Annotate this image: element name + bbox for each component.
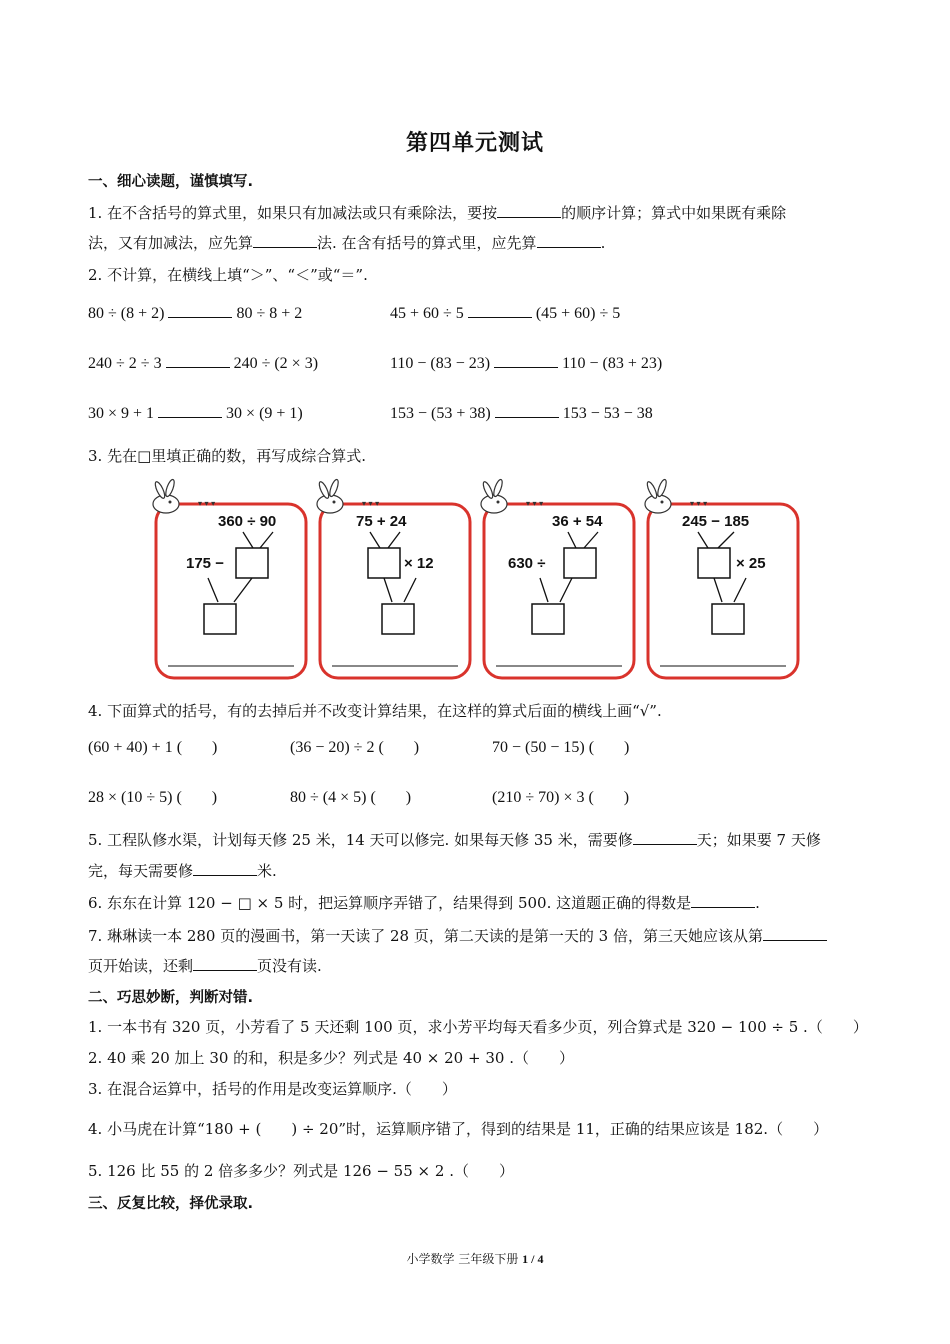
panel-1: [153, 479, 306, 678]
page-number: 1 / 4: [522, 1252, 544, 1266]
rabbit-icon: [645, 479, 671, 513]
bracket-item-3: [492, 739, 629, 757]
rabbit-icon: [153, 479, 179, 513]
answer-blank[interactable]: [537, 234, 601, 248]
answer-paren-open: (: [588, 789, 594, 806]
q1-text-b: 的顺序计算；算式中如果既有乘除: [561, 204, 787, 222]
answer-blank[interactable]: [193, 957, 257, 971]
panel-1-side-expr: 175 −: [186, 555, 224, 572]
compare-left: 80 ÷ (8 + 2): [88, 305, 165, 322]
answer-box[interactable]: [204, 604, 236, 634]
question-4-prompt: 4. 下面算式的括号，有的去掉后并不改变计算结果，在这样的算式后面的横线上画“√”.: [88, 702, 662, 720]
q5-text-a: 5. 工程队修水渠，计划每天修 25 米，14 天可以修完. 如果每天修 35 米，需要修: [88, 831, 633, 849]
answer-paren-close: ): [405, 789, 412, 806]
answer-box[interactable]: [368, 548, 400, 578]
panel-border: [648, 504, 798, 678]
answer-paren-close: ): [211, 789, 218, 806]
section-1-heading: 一、细心读题，谨慎填写.: [88, 174, 254, 190]
q5-text-c: 完，每天需要修: [88, 862, 194, 880]
answer-blank[interactable]: [193, 862, 257, 876]
panel-border: [320, 504, 470, 678]
answer-paren-close: ): [623, 789, 630, 806]
compare-item-2: [390, 304, 620, 323]
compare-right: 110 − (83 + 23): [562, 355, 663, 372]
panel-border: [156, 504, 306, 678]
q7-text-b: 页开始读，还剩: [88, 957, 194, 975]
answer-paren-open: (: [176, 739, 183, 756]
compare-left: 30 × 9 + 1: [88, 405, 155, 422]
panel-3-top-expr: 36 + 54: [552, 513, 603, 530]
rabbit-icon: [481, 479, 507, 513]
bracket-item-2: [290, 739, 419, 757]
question-5-line-2: [88, 860, 878, 882]
answer-paren-open: (: [176, 789, 182, 806]
bracket-item-6: [492, 789, 629, 807]
compare-blank[interactable]: [166, 354, 230, 368]
question-5-line-1: [88, 829, 878, 851]
bracket-expr: 70 − (50 − 15): [492, 739, 585, 756]
answer-paren-open: (: [378, 739, 384, 756]
answer-box[interactable]: [698, 548, 730, 578]
compare-item-1: [88, 304, 302, 323]
panel-2-side-expr: × 12: [404, 555, 434, 572]
question-7-line-1: [88, 925, 878, 947]
q5-text-b: 天；如果要 7 天修: [696, 831, 821, 849]
panel-3-side-expr: 630 ÷: [508, 555, 546, 572]
compare-right: (45 + 60) ÷ 5: [535, 305, 621, 322]
answer-paren-open: (: [588, 739, 595, 756]
question-3-prompt: 3. 先在□里填正确的数，再写成综合算式.: [88, 447, 367, 465]
compare-blank[interactable]: [495, 404, 559, 418]
judge-item-2: 2. 40 乘 20 加上 30 的和，积是多少？列式是 40 × 20 + 30 .（ ）: [88, 1049, 574, 1067]
panel-4-top-expr: 245 − 185: [682, 513, 750, 530]
answer-box[interactable]: [236, 548, 268, 578]
q1-text-c: 法，又有加减法，应先算: [88, 234, 254, 252]
compare-left: 153 − (53 + 38): [390, 405, 491, 422]
question-7-line-2: [88, 955, 878, 977]
answer-blank[interactable]: [691, 894, 755, 908]
section-2-heading: 二、巧思妙断，判断对错.: [88, 990, 254, 1006]
panel-2: [317, 479, 470, 678]
q6-text-b: .: [755, 894, 760, 912]
q5-text-d: 米.: [257, 862, 277, 880]
judge-item-3: 3. 在混合运算中，括号的作用是改变运算顺序.（ ）: [88, 1080, 457, 1098]
answer-paren-open: (: [370, 789, 376, 806]
bracket-expr: 28 × (10 ÷ 5): [88, 789, 173, 806]
question-1-line-2: [88, 232, 878, 254]
compare-item-4: [390, 354, 662, 373]
answer-paren-close: ): [624, 739, 630, 756]
compare-blank[interactable]: [168, 304, 232, 318]
panel-border: [484, 504, 634, 678]
answer-blank[interactable]: [497, 204, 561, 218]
compare-item-6: [390, 404, 653, 423]
compare-right: 30 × (9 + 1): [226, 405, 303, 422]
q6-text-a: 6. 东东在计算 120 − □ × 5 时，把运算顺序弄错了，结果得到 500. 这道题正确的得数是: [88, 894, 692, 912]
footer-text: 小学数学 三年级下册: [406, 1252, 519, 1266]
answer-box[interactable]: [382, 604, 414, 634]
bracket-expr: (36 − 20) ÷ 2: [290, 739, 375, 756]
bracket-item-1: [88, 739, 217, 757]
compare-left: 45 + 60 ÷ 5: [390, 305, 464, 322]
bracket-item-4: [88, 789, 217, 807]
answer-paren-close: ): [212, 739, 218, 756]
compare-left: 240 ÷ 2 ÷ 3: [88, 355, 162, 372]
answer-box[interactable]: [564, 548, 596, 578]
compare-item-3: [88, 354, 318, 373]
answer-blank[interactable]: [253, 234, 317, 248]
compare-left: 110 − (83 − 23): [390, 355, 491, 372]
q1-text-a: 1. 在不含括号的算式里，如果只有加减法或只有乘除法，要按: [88, 204, 498, 222]
compare-blank[interactable]: [468, 304, 532, 318]
judge-item-1: 1. 一本书有 320 页，小芳看了 5 天还剩 100 页，求小芳平均每天看多少页，列合算式是 320 − 100 ÷ 5 .（ ）: [88, 1018, 868, 1036]
q1-text-e: .: [600, 234, 606, 252]
bracket-expr: (60 + 40) + 1: [88, 739, 173, 756]
judge-item-5: 5. 126 比 55 的 2 倍多多少？列式是 126 − 55 × 2 .（ ）: [88, 1162, 514, 1180]
compare-item-5: [88, 404, 303, 423]
arrow-marks: ▾ ▾ ▾: [198, 499, 216, 508]
panel-4-side-expr: × 25: [736, 555, 766, 572]
page-title: 第四单元测试: [405, 131, 544, 156]
panel-4: [645, 479, 798, 678]
panel-3: [481, 479, 634, 678]
answer-box[interactable]: [532, 604, 564, 634]
question-2-prompt: 2. 不计算，在横线上填“＞”、“＜”或“＝”.: [88, 266, 368, 284]
arrow-marks: ▾ ▾ ▾: [690, 499, 708, 508]
bracket-expr: (210 ÷ 70) × 3: [492, 789, 585, 806]
answer-blank[interactable]: [633, 831, 697, 845]
panel-2-top-expr: 75 + 24: [356, 513, 407, 530]
section-3-heading: 三、反复比较，择优录取.: [88, 1196, 254, 1212]
q7-text-a: 7. 琳琳读一本 280 页的漫画书，第一天读了 28 页，第二天读的是第一天的 3 倍，第三天她应该从第: [88, 927, 763, 945]
question-6: [88, 892, 878, 914]
q1-text-d: 法. 在含有括号的算式里，应先算: [317, 234, 537, 252]
compare-blank[interactable]: [158, 404, 222, 418]
compare-right: 240 ÷ (2 × 3): [233, 355, 319, 372]
judge-item-4: 4. 小马虎在计算“180 + ( ) ÷ 20”时，运算顺序错了，得到的结果是 11，正确的结果应该是 182.（ ）: [88, 1120, 829, 1138]
bracket-item-5: [290, 789, 411, 807]
answer-box[interactable]: [712, 604, 744, 634]
panel-1-top-expr: 360 ÷ 90: [218, 513, 277, 530]
compare-blank[interactable]: [494, 354, 558, 368]
arrow-marks: ▾ ▾ ▾: [526, 499, 544, 508]
bracket-expr: 80 ÷ (4 × 5): [290, 789, 367, 806]
answer-paren-close: ): [413, 739, 420, 756]
compare-right: 153 − 53 − 38: [562, 405, 653, 422]
calculation-panels: [148, 478, 808, 688]
compare-right: 80 ÷ 8 + 2: [236, 305, 303, 322]
rabbit-icon: [317, 479, 343, 513]
arrow-marks: ▾ ▾ ▾: [362, 499, 380, 508]
page-footer: [0, 1250, 950, 1267]
question-1-line-1: [88, 202, 878, 224]
answer-blank[interactable]: [763, 927, 827, 941]
q7-text-c: 页没有读.: [257, 957, 322, 975]
